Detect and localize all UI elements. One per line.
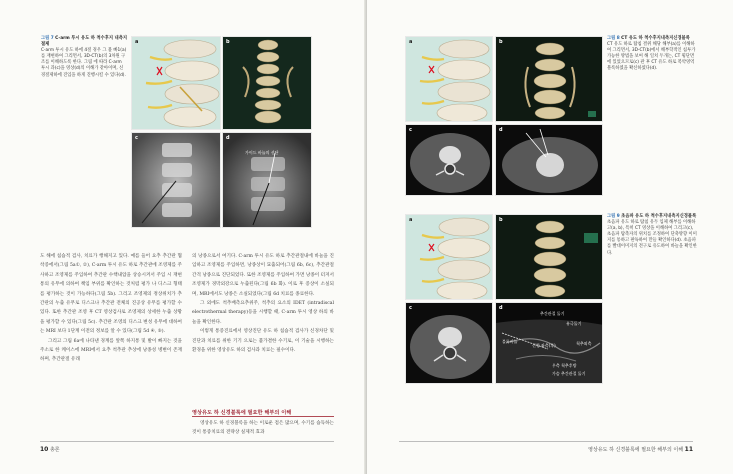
figure-8-title: CT 유도 하 척수후지내측지신경블록 bbox=[621, 36, 690, 41]
panel-label: a bbox=[135, 39, 139, 45]
figure-7-panel-a bbox=[131, 36, 221, 130]
figure-9-panel-c bbox=[405, 302, 493, 384]
right-page bbox=[367, 0, 733, 474]
page-number: 11 bbox=[684, 446, 693, 453]
figure-9-panel-b bbox=[495, 214, 603, 300]
spine-illustration bbox=[406, 37, 493, 122]
left-page bbox=[0, 0, 366, 474]
figure-8-caption-text: CT 유도 하로 탐침 결위 해당 해부(a)를 이해하여 그리면서, 3D-CT(b)에서 해부학적인 침투가 가능한 방법을 보여 해 일치 두개는, CT 횡단면에 있었으므로(c) 관 후 CT 유도 하로 복약영역 블록하였을 확신하였다(d). bbox=[607, 42, 696, 72]
figure-7-number: 그림 7 bbox=[41, 36, 54, 41]
figure-8-panel-a bbox=[405, 36, 493, 122]
ultrasound-annotation: 유극돌기 bbox=[566, 321, 582, 326]
ct-axial-image bbox=[406, 125, 493, 196]
body-paragraph: 이렇게 통증진료에서 영상진단 유도 하 침습적 검사가 신경차단 및 진단과 치료를 위한 기기 으로는 불가결한 수기로, 이 기술을 시행하는 환경을 위한 영상유도 하의 검사과 치료는 필수이다. bbox=[192, 329, 334, 354]
figure-7-panel-d bbox=[222, 132, 312, 228]
panel-label: d bbox=[499, 305, 503, 311]
figure-8-panel-d bbox=[495, 124, 603, 196]
ultrasound-annotation: 척추외측 bbox=[576, 341, 592, 346]
body-column-2-continued bbox=[192, 419, 334, 438]
spine-illustration bbox=[406, 215, 493, 300]
3d-ct-spine-image bbox=[496, 215, 603, 300]
fluoroscopy-image bbox=[132, 133, 221, 228]
figure-8-panel-b bbox=[495, 36, 603, 122]
panel-label: b bbox=[499, 217, 503, 223]
needle-tip-annotation: 가이드 바늘의 선단 bbox=[245, 150, 279, 155]
panel-label: a bbox=[409, 217, 413, 223]
panel-label: c bbox=[409, 127, 412, 133]
ultrasound-annotation: 신경 좌측(후) bbox=[532, 343, 556, 348]
ct-axial-image bbox=[406, 303, 493, 384]
section-heading: 영상유도 하 신경블록에 필요한 해부의 이해 bbox=[192, 410, 292, 416]
figure-7-caption bbox=[41, 36, 127, 79]
figure-7-caption-text: C-arm 투시 유도 하에 4절 경우 그 불 빠1(a)를 재현하여 그리면서, 3D-CT(b)의 3차원 구조를 이해하도록 한다. 그림 에 따라 C-arm 투시 과(c)을 영상(d)의 이해가 같아이며, 신경절제하에 진입을 하게 진행시킬 수 있다(d). bbox=[41, 48, 127, 78]
body-paragraph: 그리고 그림 6a에 나타낸 경계를 앞쪽 하지통 및 발이 빠지는 것을 주소로 한 케이스에 MRI에서 요추 척추관 추상에 낭종성 병변이 존재하며, 추간관절 유래 bbox=[40, 338, 182, 363]
body-paragraph: 도 해에 침습적 검사, 치료가 행해지고 있다. 예를 들어 요추 추간관 협착증에서(그림 5a①, ②), C-arm 투시 유도 하로 추간관에 조영제를 주사하고 조영제를 주입하여 추간관 수핵내압을 상승시켜서 주입 시 재현통의 유무에 의하여 책임 부위를 확인하는 것처럼 평가 나 디스크 형태를 평가하는 것이 가능하다(그림 5b). 그리고 조영제의 정상위치가 추간관의 누출 유무로 디스크나 추간관 전체의 진공상 유무를 평가할 수 있다. 또한 추간관 조영 후 CT 영상검사로 조영제의 상세한 누출 상황을 평가할 수 있다(그림 5c). 추간관 조영의 디스크 변성 유무에 대하여는 MRI 보다 1단계 이전의 정보를 알 수 있다(그림 5d ④, ⑤). bbox=[40, 254, 182, 335]
panel-label: c bbox=[135, 135, 138, 141]
spine-illustration bbox=[132, 37, 221, 130]
body-paragraph: 영상유도 하 신경블록을 하는 이로운 점은 많으며, 수기를 습득하는 것이 통증치료의 전략상 실제적 효과 bbox=[192, 421, 334, 436]
footer-rule bbox=[40, 441, 334, 442]
body-paragraph: 의 낭종으로서 여기다. C-arm 투시 유도 하로 추간관절내에 바늘을 진입하고 조영제를 주입하면, 낭종상이 묘출되어(그림 6b, 6c), 추간관절 간격 낭종으로 진단되었다. 또한 조영제를 주입하여 가면 낭종이 터져서 조영제가 경막외강으로 누출된다(그림 6b 화). 이로 후 증상이 소실되며, MRI에서도 낭종은 소실되었다(그림 6d 치료를 종료한다. bbox=[192, 254, 334, 297]
panel-label: b bbox=[226, 39, 230, 45]
figure-8-number: 그림 8 bbox=[607, 36, 620, 41]
figure-9-caption-text: 초음파 유도 하로 탐침 유두 입체 해부를 이해하고(a, b), 특히 CT 영상을 이해하여 그리고(c), 초음파 탐촉자의 위치를 조정하여 단축방향 이미지를 통하고 판독하여 만들 확인하다(d). 초음파를 빨대이미지의 전구로 유도하여 바늘을 확인한다. bbox=[607, 220, 697, 256]
ultrasound-annotation: 추간관절 돌기 bbox=[540, 311, 565, 316]
figure-9-panel-a bbox=[405, 214, 493, 300]
body-column-1 bbox=[40, 252, 182, 365]
ct-needle-image bbox=[496, 125, 603, 196]
3d-ct-spine-image bbox=[223, 37, 312, 130]
figure-7-title: C-arm 투시 유도 하 척수후지 내측지절제 bbox=[41, 36, 127, 48]
panel-label: c bbox=[409, 305, 412, 311]
running-head: 영상유도 하 신경블록에 필요한 해부의 이해 bbox=[588, 447, 684, 453]
fluoroscopy-needle-image bbox=[223, 133, 312, 228]
ultrasound-annotation: 우측 척추후방 bbox=[552, 363, 577, 368]
panel-label: a bbox=[409, 39, 413, 45]
body-paragraph: 그 외에도 척추배측요추위주, 척추의 요소의 IDET (intradiscal electrothermal therapy)등을 시행할 때, C-arm 투시 영상 하의 바늘을 확인한다. bbox=[192, 301, 334, 325]
panel-label: d bbox=[226, 135, 230, 141]
page-folio-left bbox=[40, 446, 60, 453]
figure-7-panel-c bbox=[131, 132, 221, 228]
panel-label: b bbox=[499, 39, 503, 45]
ultrasound-annotation: 가슴 추간관절 돌기 bbox=[552, 371, 586, 376]
figure-8-panel-c bbox=[405, 124, 493, 196]
figure-9-title: 초음파 유도 하 척수후지내측지신경블록 bbox=[621, 214, 697, 219]
figure-8-caption bbox=[607, 36, 697, 73]
figure-7-panel-b bbox=[222, 36, 312, 130]
figure-9-caption bbox=[607, 214, 697, 257]
ultrasound-annotation: 블록바늘 bbox=[502, 339, 518, 344]
running-head: 총론 bbox=[49, 447, 60, 453]
section-heading-rule bbox=[192, 416, 334, 417]
page-folio-right bbox=[588, 446, 693, 453]
body-column-2 bbox=[192, 252, 334, 355]
figure-9-number: 그림 9 bbox=[607, 214, 620, 219]
panel-label: d bbox=[499, 127, 503, 133]
3d-ct-spine-image bbox=[496, 37, 603, 122]
footer-rule bbox=[399, 441, 693, 442]
page-number: 10 bbox=[40, 446, 49, 453]
figure-9-panel-d bbox=[495, 302, 603, 384]
